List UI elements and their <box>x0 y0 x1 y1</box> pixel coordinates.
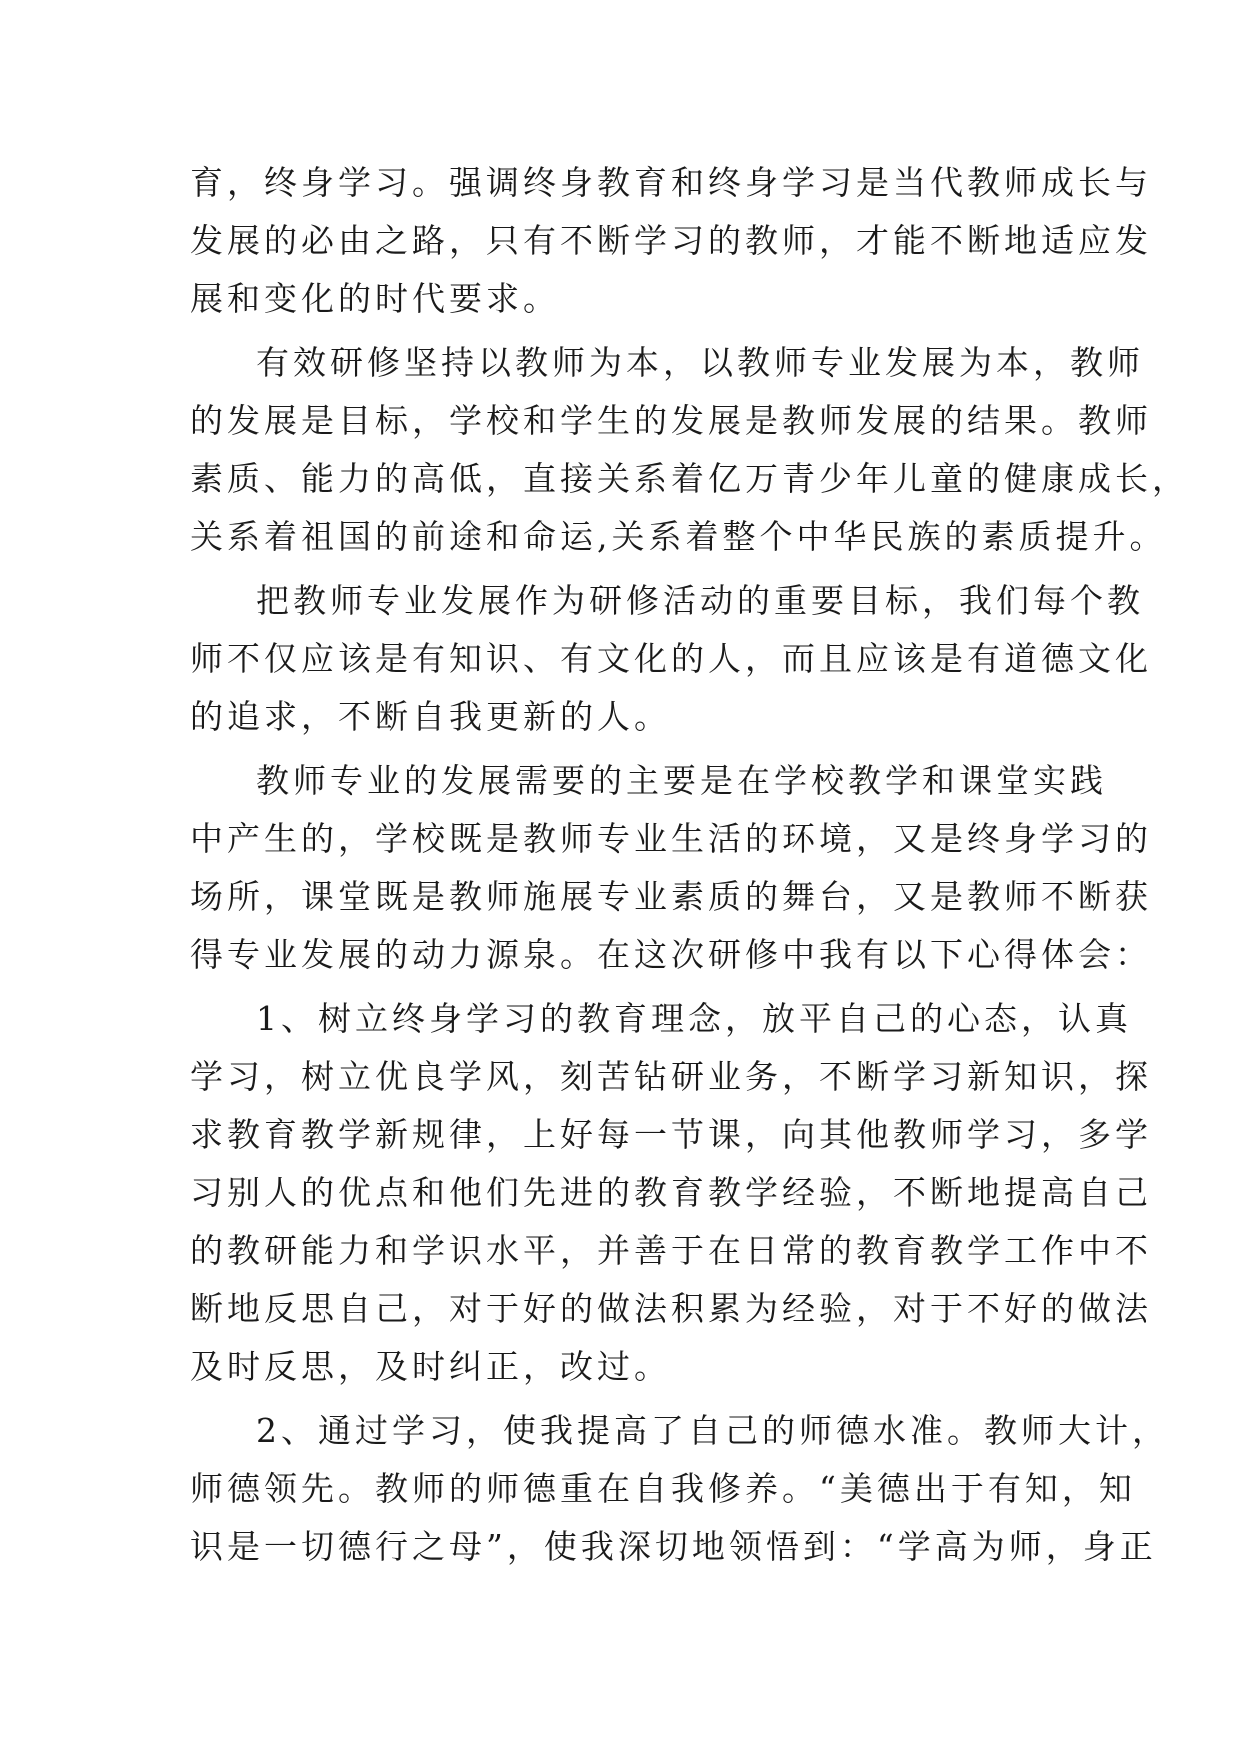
text-line: 关系着祖国的前途和命运,关系着整个中华民族的素质提升。 <box>190 517 1167 556</box>
text-line: 断地反思自己，对于好的做法积累为经验，对于不好的做法 <box>190 1289 1152 1328</box>
paragraph-p1 <box>190 334 1189 566</box>
text-line: 得专业发展的动力源泉。在这次研修中我有以下心得体会： <box>190 935 1152 974</box>
text-line: 师不仅应该是有知识、有文化的人，而且应该是有道德文化 <box>190 639 1152 678</box>
text-line: 育，终身学习。强调终身教育和终身学习是当代教师成长与 <box>190 163 1152 202</box>
text-line: 师德领先。教师的师德重在自我修养。“美德出于有知，知 <box>190 1469 1136 1508</box>
text-line: 的教研能力和学识水平，并善于在日常的教育教学工作中不 <box>190 1231 1152 1270</box>
text-line: 展和变化的时代要求。 <box>190 279 560 318</box>
text-line: 习别人的优点和他们先进的教育教学经验，不断地提高自己 <box>190 1173 1152 1212</box>
paragraph-p2 <box>190 572 1152 746</box>
text-line: 的发展是目标，学校和学生的发展是教师发展的结果。教师 <box>190 401 1152 440</box>
document-body <box>190 154 1189 1576</box>
text-line: 求教育教学新规律，上好每一节课，向其他教师学习，多学 <box>190 1115 1152 1154</box>
paragraph-p5 <box>190 1402 1169 1576</box>
text-line: 教师专业的发展需要的主要是在学校教学和课堂实践 <box>256 761 1107 800</box>
text-line: 2、通过学习，使我提高了自己的师德水准。教师大计， <box>256 1411 1169 1450</box>
text-line: 的追求，不断自我更新的人。 <box>190 697 671 736</box>
text-line: 有效研修坚持以教师为本，以教师专业发展为本，教师 <box>256 343 1144 382</box>
text-line: 把教师专业发展作为研修活动的重要目标，我们每个教 <box>256 581 1144 620</box>
text-line: 素质、能力的高低，直接关系着亿万青少年儿童的健康成长， <box>190 459 1189 498</box>
paragraph-p3 <box>190 752 1152 984</box>
paragraph-p0 <box>190 154 1152 328</box>
text-line: 识是一切德行之母”，使我深切地领悟到：“学高为师，身正 <box>190 1527 1157 1566</box>
text-line: 1、树立终身学习的教育理念，放平自己的心态，认真 <box>256 999 1132 1038</box>
text-line: 中产生的，学校既是教师专业生活的环境，又是终身学习的 <box>190 819 1152 858</box>
paragraph-p4 <box>190 990 1152 1396</box>
text-line: 发展的必由之路，只有不断学习的教师，才能不断地适应发 <box>190 221 1152 260</box>
text-line: 学习，树立优良学风，刻苦钻研业务，不断学习新知识，探 <box>190 1057 1152 1096</box>
text-line: 场所，课堂既是教师施展专业素质的舞台，又是教师不断获 <box>190 877 1152 916</box>
text-line: 及时反思，及时纠正，改过。 <box>190 1347 671 1386</box>
